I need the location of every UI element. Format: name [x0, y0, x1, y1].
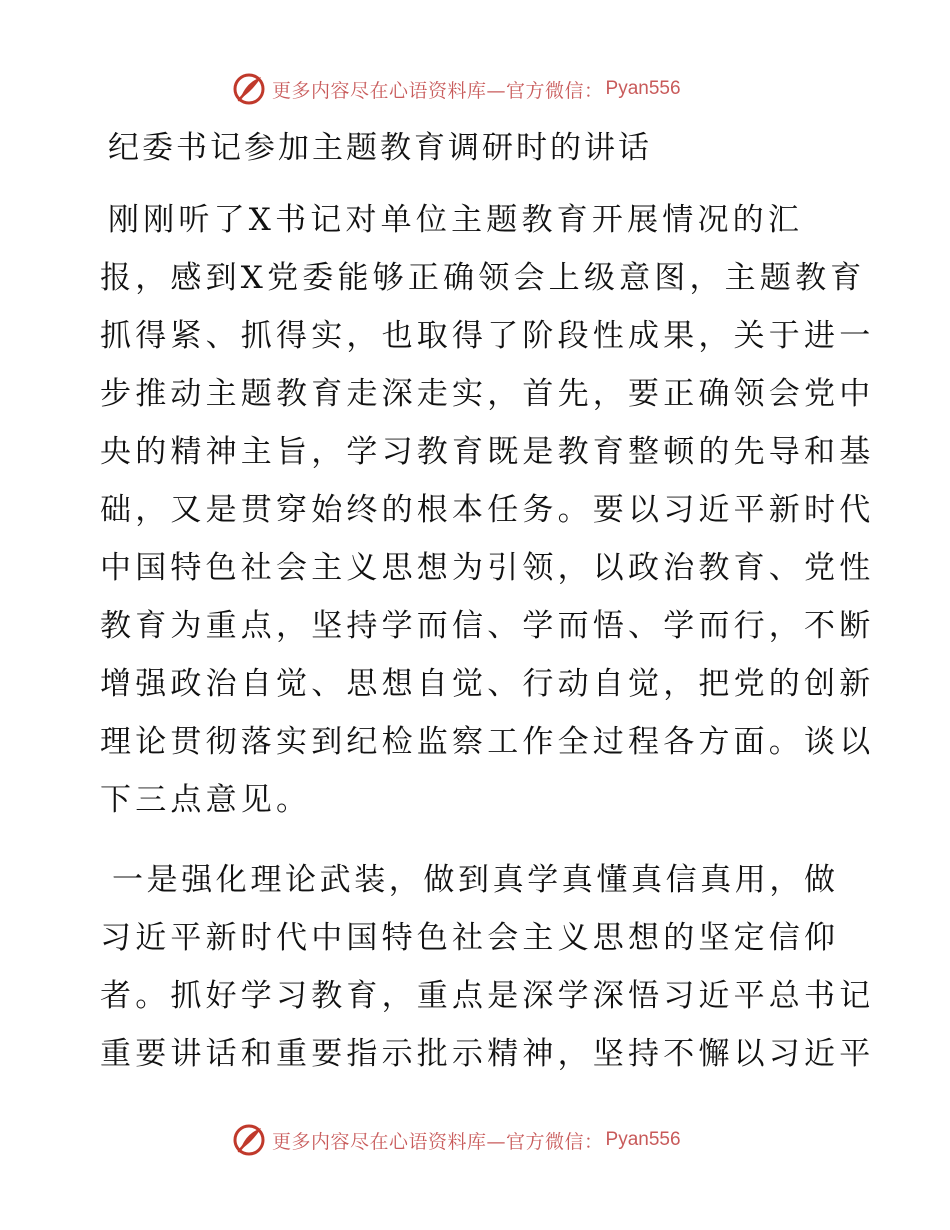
paragraph-line: 习近平新时代中国特色社会主义思想的坚定信仰	[100, 920, 840, 956]
paragraph-line: 教育为重点，坚持学而信、学而悟、学而行，不断	[100, 608, 875, 644]
quill-logo-icon	[232, 72, 266, 106]
paragraph-line: 重要讲话和重要指示批示精神，坚持不懈以习近平	[100, 1036, 875, 1072]
document-title: 纪委书记参加主题教育调研时的讲话	[108, 130, 652, 166]
watermark-account: Pyan556	[605, 78, 681, 99]
header-watermark	[232, 72, 681, 106]
watermark-text: 更多内容尽在心语资料库—官方微信：	[272, 1130, 604, 1153]
quill-logo-icon	[232, 1123, 266, 1157]
paragraph-line: 步推动主题教育走深走实，首先，要正确领会党中	[100, 376, 875, 412]
footer-watermark	[232, 1123, 681, 1157]
paragraph-line: 抓得紧、抓得实，也取得了阶段性成果，关于进一	[100, 318, 875, 354]
paragraph-line: 础，又是贯穿始终的根本任务。要以习近平新时代	[100, 492, 875, 528]
paragraph-line: 者。抓好学习教育，重点是深学深悟习近平总书记	[100, 978, 875, 1014]
paragraph-line: 刚刚听了X书记对单位主题教育开展情况的汇	[108, 202, 804, 238]
paragraph-line: 理论贯彻落实到纪检监察工作全过程各方面。谈以	[100, 724, 875, 760]
paragraph-line: 报，感到X党委能够正确领会上级意图，主题教育	[100, 260, 866, 296]
paragraph-line: 中国特色社会主义思想为引领，以政治教育、党性	[100, 550, 875, 586]
paragraph-line: 增强政治自觉、思想自觉、行动自觉，把党的创新	[100, 666, 875, 702]
watermark-text: 更多内容尽在心语资料库—官方微信：	[272, 79, 604, 102]
paragraph-line: 一是强化理论武装，做到真学真懂真信真用，做	[112, 862, 839, 898]
paragraph-line: 下三点意见。	[100, 782, 312, 818]
watermark-account: Pyan556	[605, 1129, 681, 1150]
paragraph-line: 央的精神主旨，学习教育既是教育整顿的先导和基	[100, 434, 875, 470]
